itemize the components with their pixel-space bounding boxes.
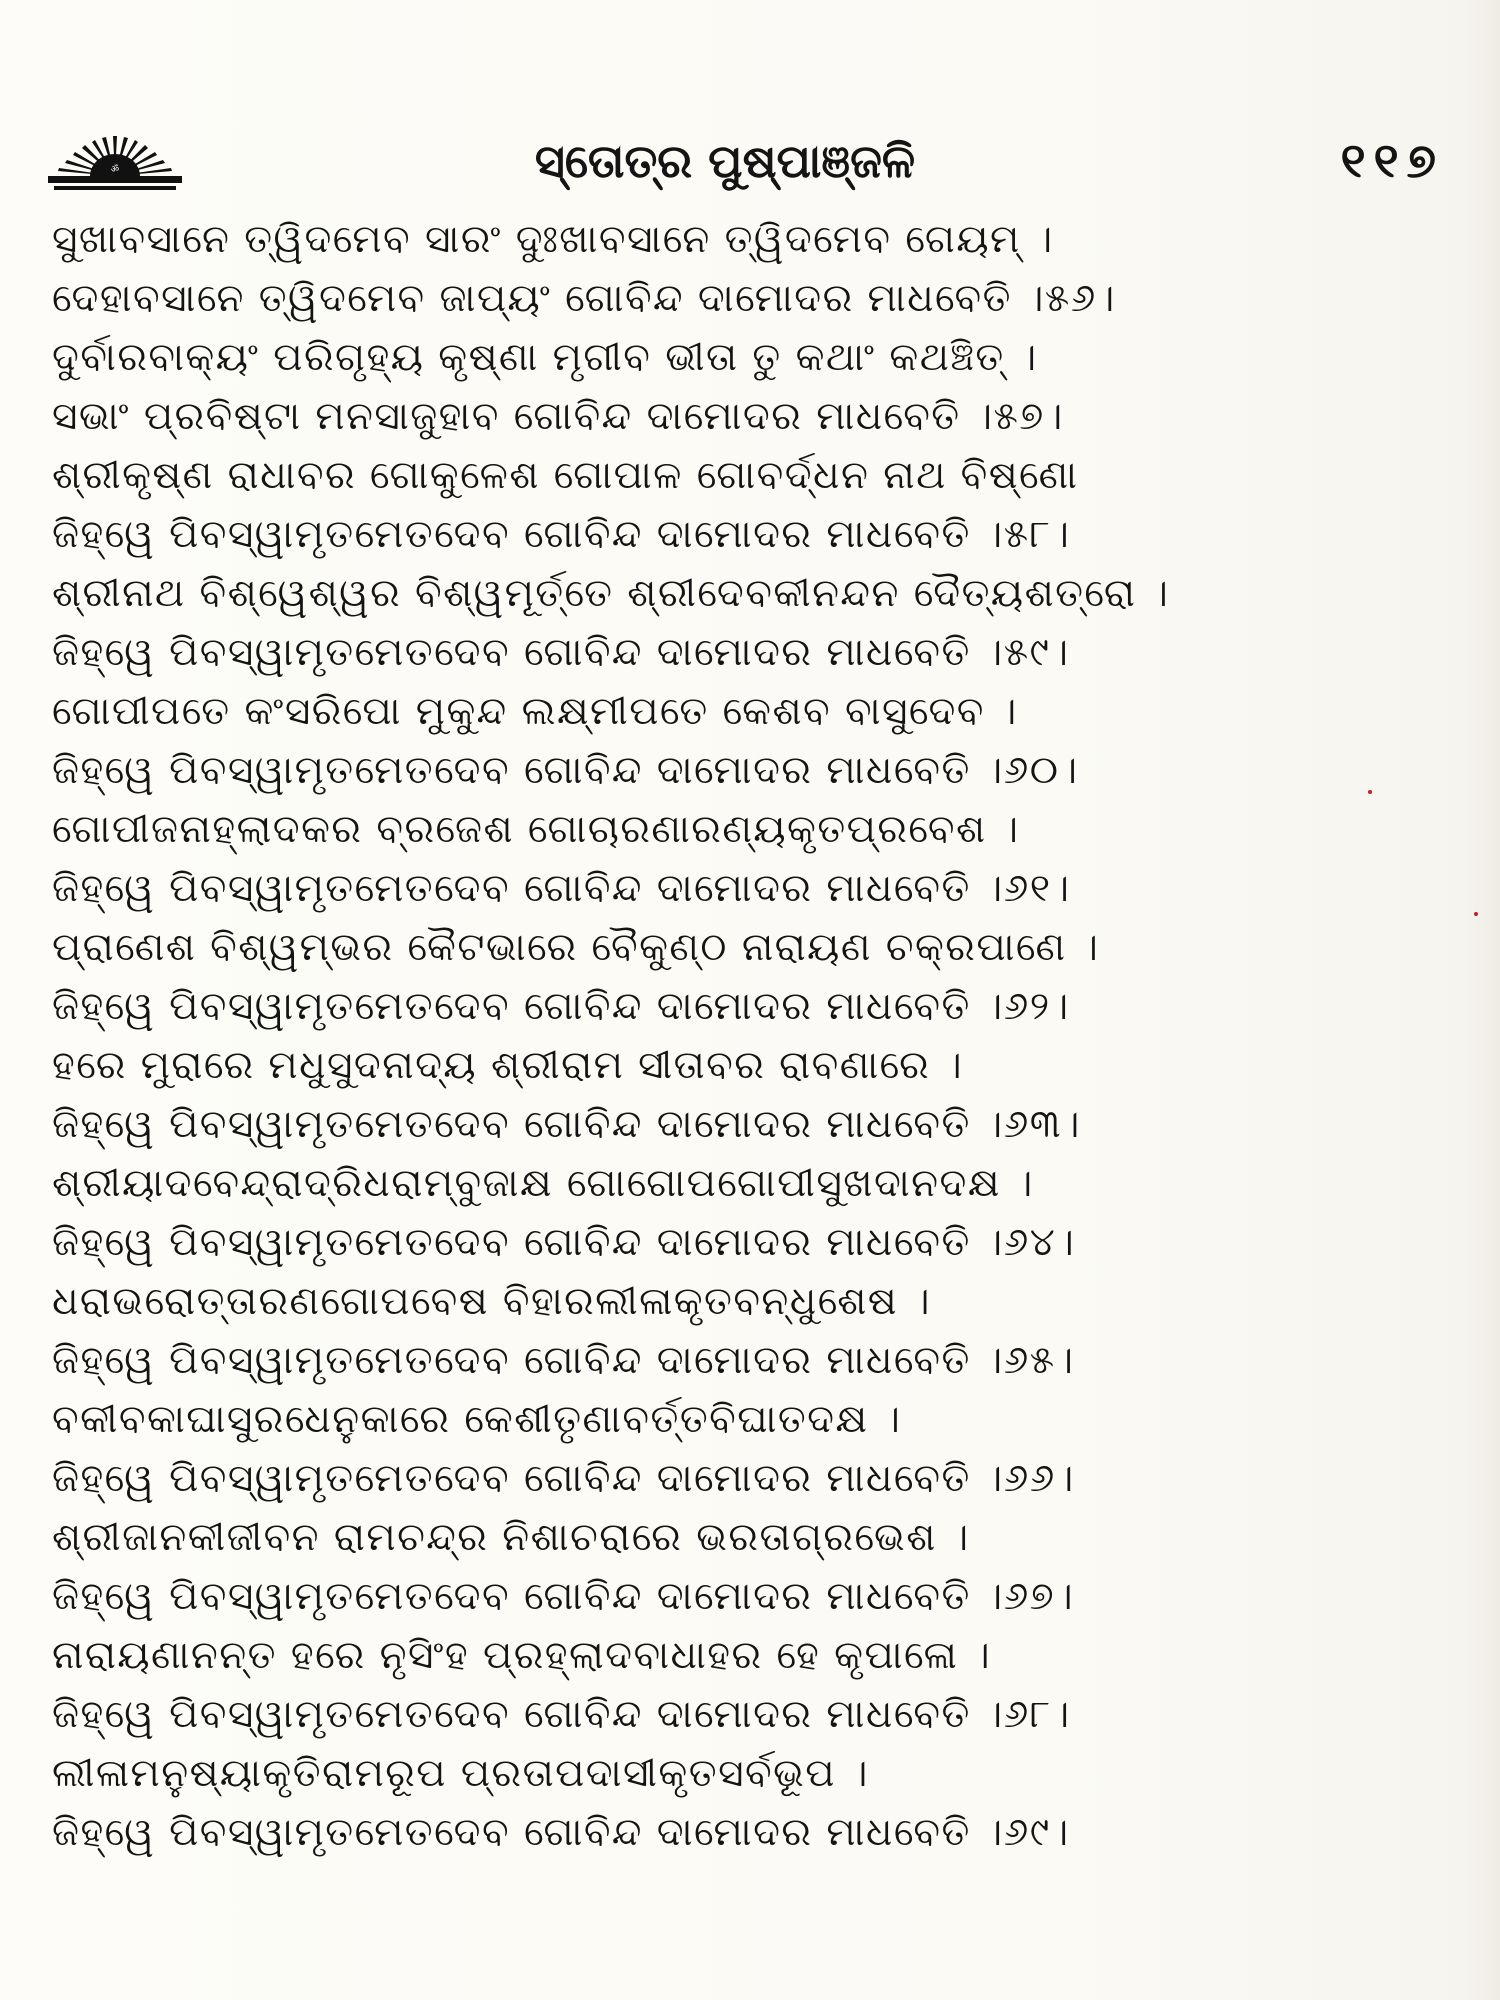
verse-line: ଲୀଳାମନୁଷ୍ୟାକୃତିରାମରୂପ ପ୍ରତାପଦାସୀକୃତସର୍ବଭୂପ । [52,1751,869,1796]
verse-line: ଜିହ୍ୱେ ପିବସ୍ୱାମୃତମେତଦେବ ଗୋବିନ୍ଦ ଦାମୋଦର ମାଧବେତି ।୬୩। [52,1102,1081,1147]
sun-rays-logo [40,128,190,198]
verse-line: ନାରାୟଣାନନ୍ତ ହରେ ନୃସିଂହ ପ୍ରହ୍ଲାଦବାଧାହର ହେ କୃପାଳୋ । [52,1633,992,1678]
page-number: ୧୧୭ [1340,133,1444,189]
running-title: ସ୍ତୋତ୍ର ପୁଷ୍ପାଞ୍ଜଳି [534,134,916,188]
verse-line: ଜିହ୍ୱେ ପିବସ୍ୱାମୃତମେତଦେବ ଗୋବିନ୍ଦ ଦାମୋଦର ମାଧବେତି ।୬୦। [52,748,1079,793]
verse-line: ଦେହାବସାନେ ତ୍ୱିଦମେବ ଜାପ୍ୟଂ ଗୋବିନ୍ଦ ଦାମୋଦର ମାଧବେତି ।୫୬। [52,276,1116,321]
svg-text:ॐ: ॐ [110,165,120,175]
verse-line: ଶ୍ରୀକୃଷ୍ଣ ରାଧାବର ଗୋକୁଳେଶ ଗୋପାଳ ଗୋବର୍ଦ୍ଧନ ନାଥ ବିଷ୍ଣୋ [52,453,1079,498]
verse-line: ଜିହ୍ୱେ ପିବସ୍ୱାମୃତମେତଦେବ ଗୋବିନ୍ଦ ଦାମୋଦର ମାଧବେତି ।୬୬। [52,1456,1075,1501]
verse-line: ଜିହ୍ୱେ ପିବସ୍ୱାମୃତମେତଦେବ ଗୋବିନ୍ଦ ଦାମୋଦର ମାଧବେତି ।୫୯। [52,630,1070,675]
verse-block [52,210,1452,1862]
verse-line: ଜିହ୍ୱେ ପିବସ୍ୱାମୃତମେତଦେବ ଗୋବିନ୍ଦ ଦାମୋଦର ମାଧବେତି ।୬୨। [52,984,1070,1029]
verse-line: ଜିହ୍ୱେ ପିବସ୍ୱାମୃତମେତଦେବ ଗୋବିନ୍ଦ ଦାମୋଦର ମାଧବେତି ।୬୮। [52,1692,1071,1737]
verse-line: ଜିହ୍ୱେ ପିବସ୍ୱାମୃତମେତଦେବ ଗୋବିନ୍ଦ ଦାମୋଦର ମାଧବେତି ।୬୯। [52,1810,1070,1855]
verse-line: ବକୀବକାଘାସୁରଧେନୁକାରେ କେଶୀତୃଣାବର୍ତ୍ତବିଘାତଦକ୍ଷ । [52,1397,902,1442]
verse-line: ପ୍ରାଣେଶ ବିଶ୍ୱମ୍ଭର କୈଟଭାରେ ବୈକୁଣ୍ଠ ନାରାୟଣ ଚକ୍ରପାଣେ । [52,925,1100,970]
ink-speck [1474,912,1478,916]
verse-line: ଜିହ୍ୱେ ପିବସ୍ୱାମୃତମେତଦେବ ଗୋବିନ୍ଦ ଦାମୋଦର ମାଧବେତି ।୬୪। [52,1220,1076,1265]
verse-line: ଜିହ୍ୱେ ପିବସ୍ୱାମୃତମେତଦେବ ଗୋବିନ୍ଦ ଦାମୋଦର ମାଧବେତି ।୬୧। [52,866,1071,911]
verse-line: ଶ୍ରୀନାଥ ବିଶ୍ୱେଶ୍ୱର ବିଶ୍ୱମୂର୍ତ୍ତେ ଶ୍ରୀଦେବକୀନନ୍ଦନ ଦୈତ୍ୟଶତ୍ରୋ । [52,571,1170,616]
verse-line: ଗୋପୀଜନାହ୍ଲାଦକର ବ୍ରଜେଶ ଗୋଚାରଣାରଣ୍ୟକୃତପ୍ରବେଶ । [52,807,1020,852]
verse-line: ଶ୍ରୀୟାଦବେନ୍ଦ୍ରାଦ୍ରିଧରାମ୍ବୁଜାକ୍ଷ ଗୋଗୋପଗୋପୀସୁଖଦାନଦକ୍ଷ । [52,1161,1034,1206]
verse-line: ଗୋପୀପତେ କଂସରିପୋ ମୁକୁନ୍ଦ ଲକ୍ଷ୍ମୀପତେ କେଶବ ବାସୁଦେବ । [52,689,1018,734]
ink-speck [1368,790,1372,794]
verse-line: ଶ୍ରୀଜାନକୀଜୀବନ ରାମଚନ୍ଦ୍ର ନିଶାଚରାରେ ଭରତାଗ୍ରଭେଶ । [52,1515,970,1560]
page-edge-shadow [1460,0,1500,2000]
verse-line: ଜିହ୍ୱେ ପିବସ୍ୱାମୃତମେତଦେବ ଗୋବିନ୍ଦ ଦାମୋଦର ମାଧବେତି ।୬୭। [52,1574,1075,1619]
verse-line: ସଭାଂ ପ୍ରବିଷ୍ଟା ମନସାଜୁହାବ ଗୋବିନ୍ଦ ଦାମୋଦର ମାଧବେତି ।୫୭। [52,394,1064,439]
verse-line: ଜିହ୍ୱେ ପିବସ୍ୱାମୃତମେତଦେବ ଗୋବିନ୍ଦ ଦାମୋଦର ମାଧବେତି ।୬୫। [52,1338,1075,1383]
verse-line: ଦୁର୍ବାରବାକ୍ୟଂ ପରିଗୃହ୍ୟ କୃଷ୍ଣା ମୃଗୀବ ଭୀତା ତୁ କଥାଂ କଥଞ୍ଚିତ୍ । [52,335,1038,380]
verse-line: ସୁଖାବସାନେ ତ୍ୱିଦମେବ ସାରଂ ଦୁଃଖାବସାନେ ତ୍ୱିଦମେବ ଗେୟମ୍ । [52,217,1054,262]
verse-line: ଜିହ୍ୱେ ପିବସ୍ୱାମୃତମେତଦେବ ଗୋବିନ୍ଦ ଦାମୋଦର ମାଧବେତି ।୫୮। [52,512,1071,557]
verse-line: ହରେ ମୁରାରେ ମଧୁସୁଦନାଦ୍ୟ ଶ୍ରୀରାମ ସୀତାବର ରାବଣାରେ । [52,1043,964,1088]
page-header [0,118,1500,208]
verse-line: ଧରାଭରୋତ୍ତାରଣଗୋପବେଷ ବିହାରଲୀଳାକୃତବନ୍ଧୁଶେଷ । [52,1279,931,1324]
